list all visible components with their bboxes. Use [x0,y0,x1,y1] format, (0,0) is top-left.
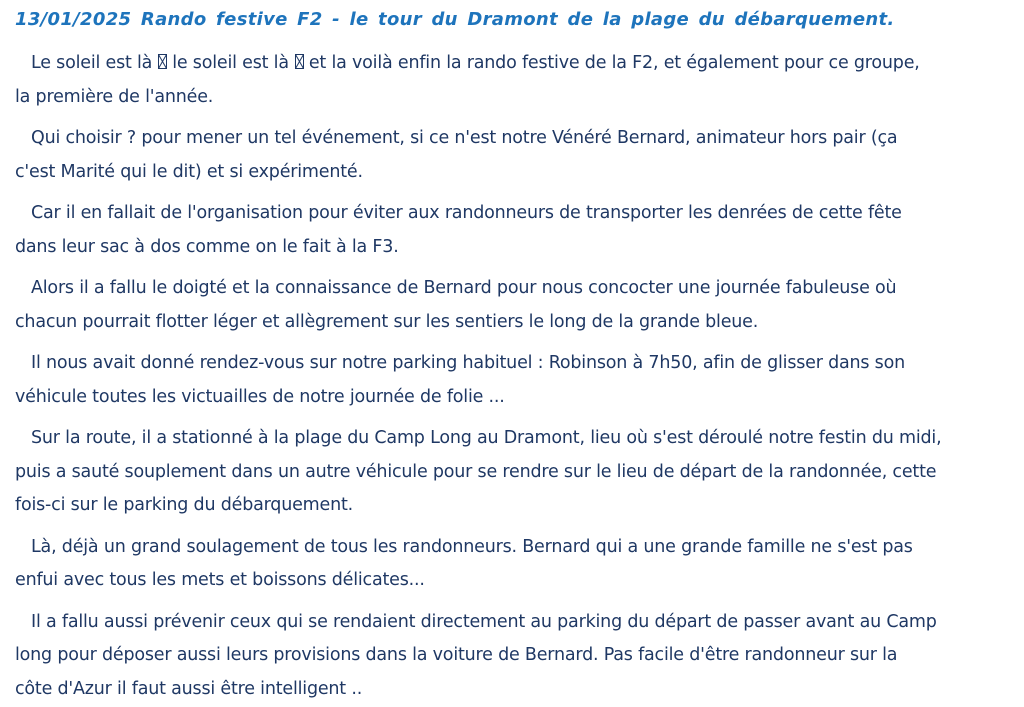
text-line: long pour déposer aussi leurs provisions dans la voiture de Bernard. Pas facile d'être randonneur sur la [15,645,898,665]
paragraph [15,422,1014,523]
text-line: dans leur sac à dos comme on le fait à la F3. [15,236,399,257]
text-line: véhicule toutes les victuailles de notre journée de folie ... [15,386,505,407]
text-run: et la voilà enfin la rando festive de la F2, et également pour ce groupe, [308,53,920,73]
text-line: la première de l'année. [15,86,214,107]
paragraph [15,47,1014,114]
paragraph [15,347,1014,414]
paragraph [15,122,1014,189]
text-line: Sur la route, il a stationné à la plage du Camp Long au Dramont, lieu où s'est déroulé notre festin du midi, [31,428,942,448]
text-line: Car il en fallait de l'organisation pour éviter aux randonneurs de transporter les denrées de cette fête [31,203,902,223]
missing-glyph-icon [158,54,167,69]
paragraph [15,197,1014,264]
text-run: Le soleil est là [31,53,153,73]
text-line [15,53,920,73]
text-run: le soleil est là [172,53,289,73]
paragraph [15,531,1014,598]
text-line: côte d'Azur il faut aussi être intelligent .. [15,678,363,699]
paragraph [15,606,1014,707]
text-line: Il a fallu aussi prévenir ceux qui se rendaient directement au parking du départ de passer avant au Camp [31,611,937,632]
text-line: Alors il a fallu le doigté et la connaissance de Bernard pour nous concocter une journée fabuleuse où [31,278,897,298]
text-line: Il nous avait donné rendez-vous sur notre parking habituel : Robinson à 7h50, afin de glisser dans son [31,353,905,373]
text-line: enfui avec tous les mets et boissons délicates... [15,570,425,590]
text-line: fois-ci sur le parking du débarquement. [15,495,354,515]
text-line: c'est Marité qui le dit) et si expérimenté. [15,161,363,182]
text-line: chacun pourrait flotter léger et allègrement sur les sentiers le long de la grande bleue. [15,311,759,332]
paragraph [15,272,1014,339]
text-line: puis a sauté souplement dans un autre véhicule pour se rendre sur le lieu de départ de la randonnée, cette [15,461,937,482]
text-line: Qui choisir ? pour mener un tel événement, si ce n'est notre Vénéré Bernard, animateur hors pair (ça [31,128,898,148]
page-title: 13/01/2025 Rando festive F2 - le tour du Dramont de la plage du débarquement. [15,9,895,30]
missing-glyph-icon [295,54,304,69]
text-line: Là, déjà un grand soulagement de tous les randonneurs. Bernard qui a une grande famille ne s'est pas [31,536,913,557]
